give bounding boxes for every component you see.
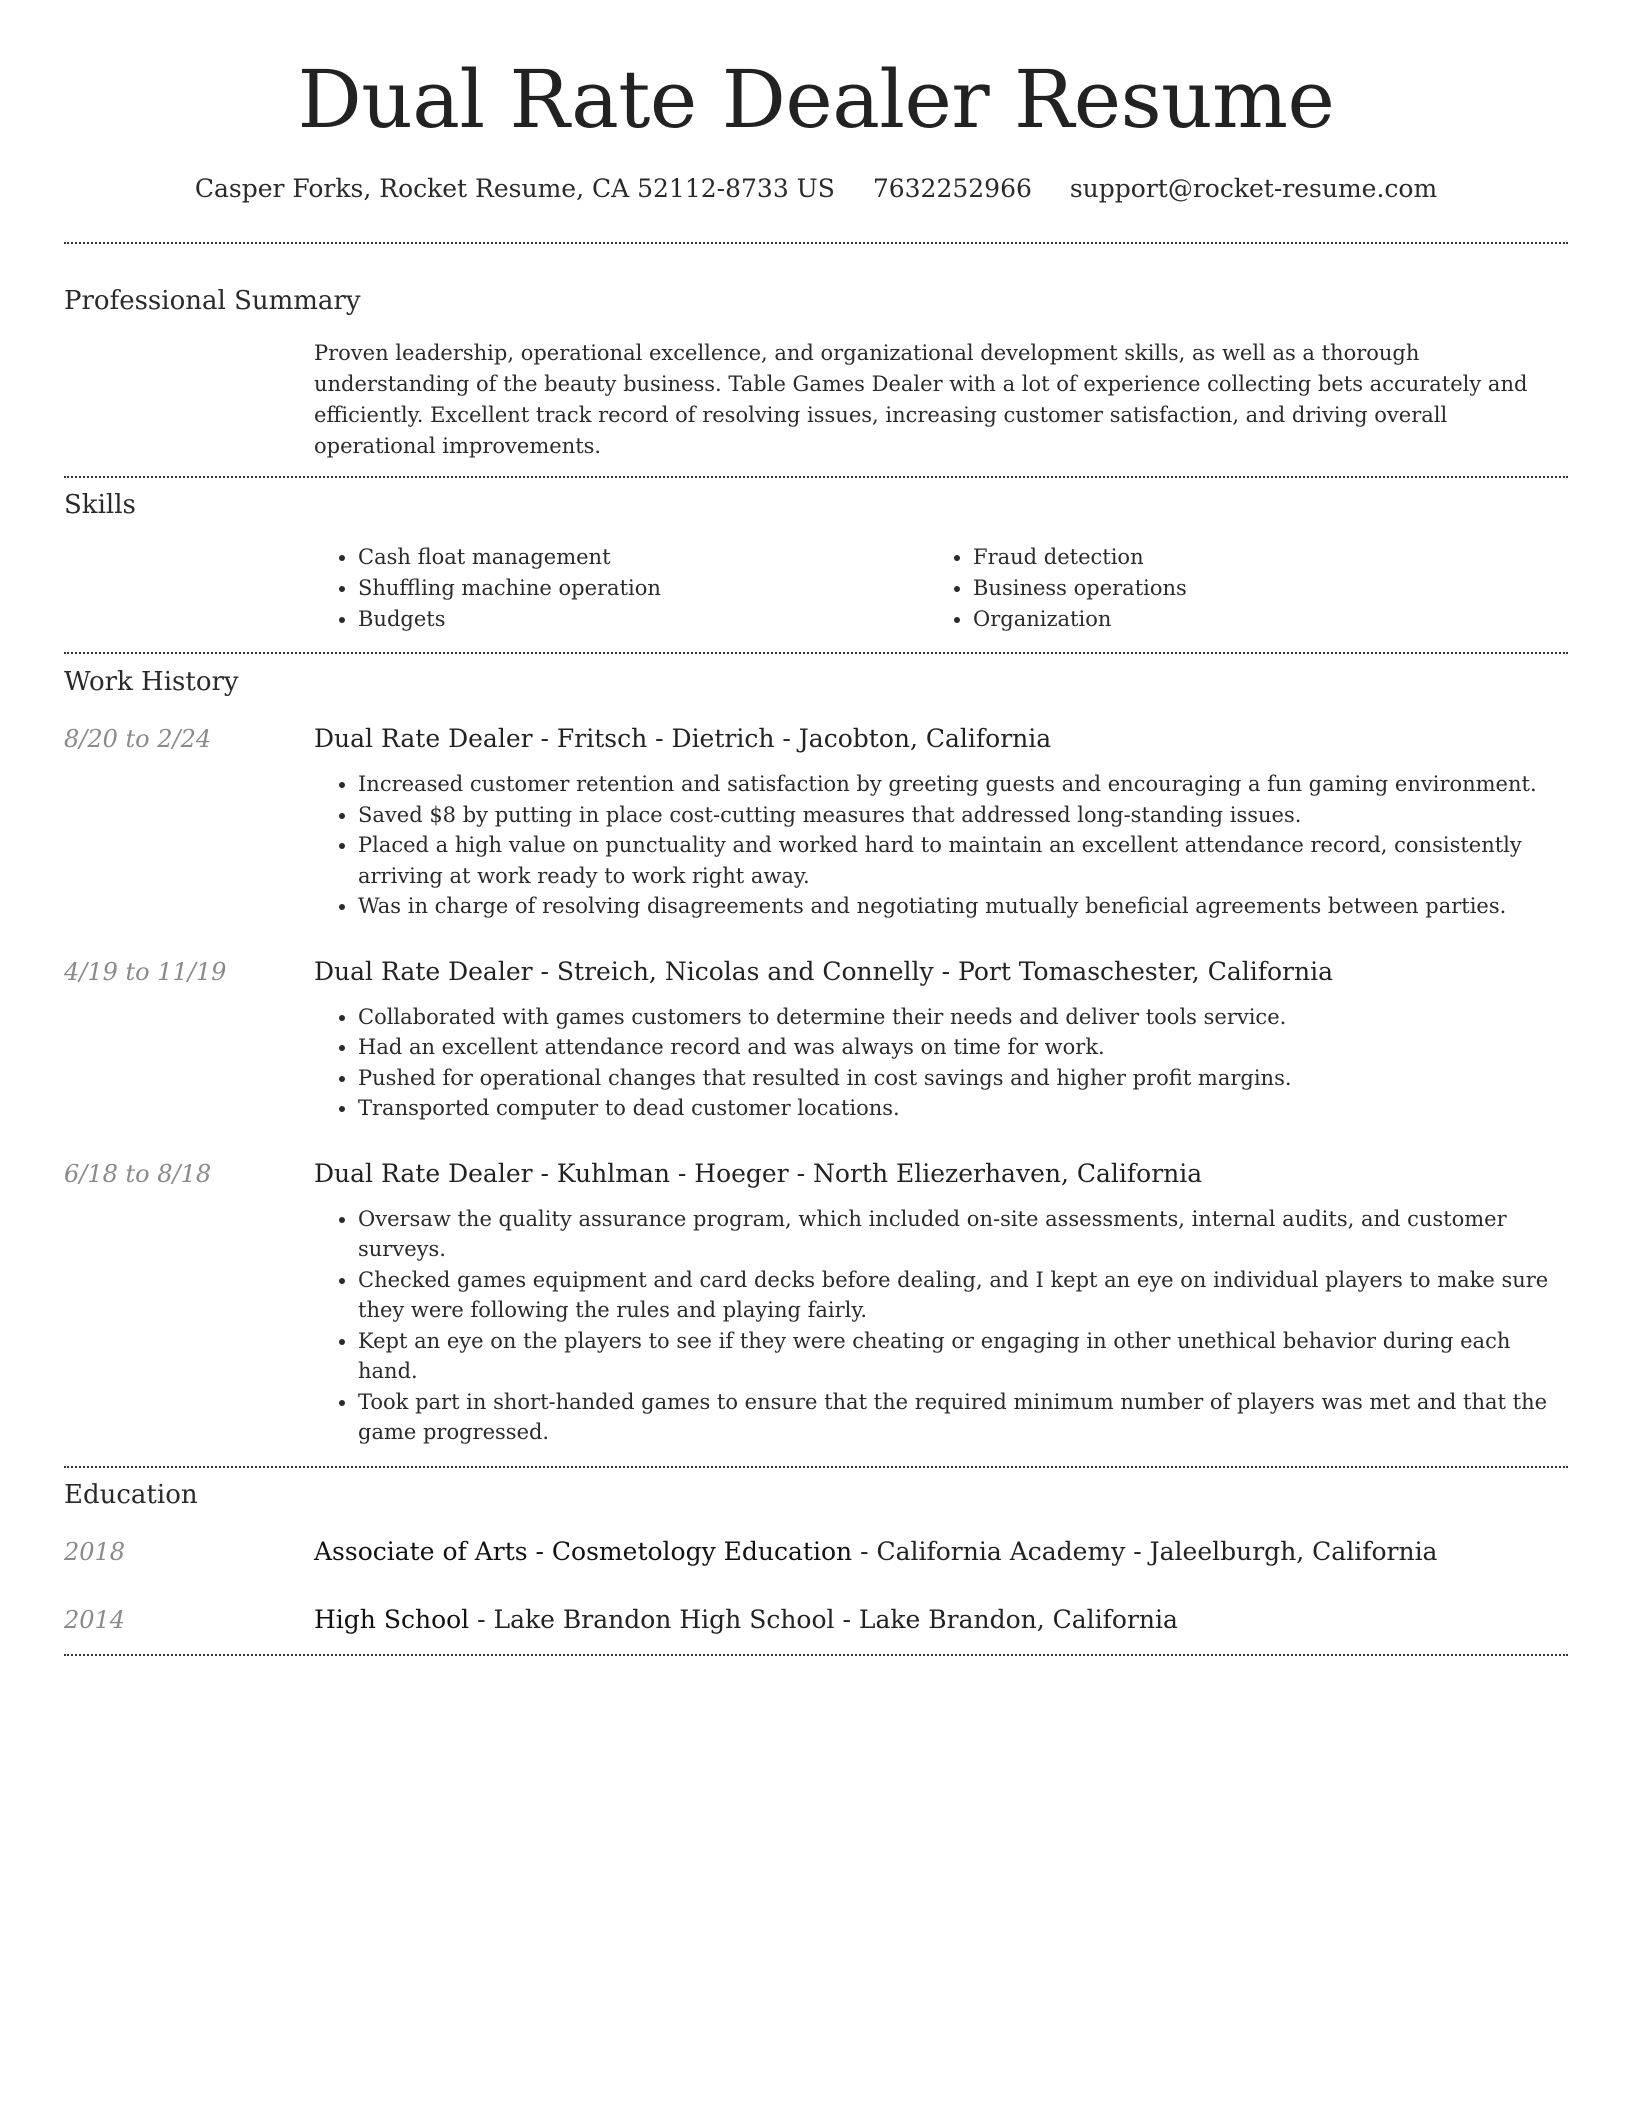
job-date: 4/19 to 11/19 — [64, 957, 227, 986]
skills-heading: Skills — [64, 490, 136, 520]
skill-item: • Shuffling machine operation — [358, 573, 928, 604]
job-bullet: • Placed a high value on punctuality and worked hard to maintain an excellent attendance record, consistently arriving at work ready to work right away. — [358, 830, 1568, 891]
job-bullet: • Kept an eye on the players to see if they were cheating or engaging in other unethical behavior during each hand. — [358, 1326, 1568, 1387]
work-history-section — [64, 654, 1568, 1448]
education-entry — [64, 1603, 1568, 1637]
education-year: 2018 — [64, 1537, 126, 1566]
job-bullet: • Transported computer to dead customer locations. — [358, 1093, 1568, 1124]
job-bullet: • Pushed for operational changes that resulted in cost savings and higher profit margins. — [358, 1063, 1568, 1094]
job-bullet: • Had an excellent attendance record and was always on time for work. — [358, 1032, 1568, 1063]
education-details — [314, 1603, 1568, 1637]
work-history-heading: Work History — [64, 667, 239, 697]
summary-heading: Professional Summary — [64, 286, 361, 316]
skills-section — [64, 478, 1568, 635]
skill-item: • Organization — [973, 604, 1543, 635]
job-title: Dual Rate Dealer - Kuhlman - Hoeger - North Eliezerhaven, California — [314, 1158, 1203, 1188]
skill-item: • Fraud detection — [973, 542, 1543, 573]
skills-list — [314, 542, 1568, 635]
divider — [64, 1654, 1568, 1656]
job-entry — [64, 955, 1568, 1124]
job-date: 6/18 to 8/18 — [64, 1159, 212, 1188]
education-degree: Associate of Arts - Cosmetology Education — [314, 1536, 853, 1566]
job-bullet: • Saved $8 by putting in place cost-cutting measures that addressed long-standing issues. — [358, 800, 1568, 831]
education-heading: Education — [64, 1479, 198, 1510]
job-entry — [64, 722, 1568, 922]
education-school: - Lake Brandon High School - Lake Brandon, California — [469, 1604, 1178, 1634]
contact-email: support@rocket-resume.com — [1069, 174, 1438, 203]
education-school: - California Academy - Jaleelburgh, California — [852, 1536, 1438, 1566]
job-bullets — [314, 769, 1568, 922]
education-year: 2014 — [64, 1605, 126, 1634]
skills-column-left — [314, 542, 928, 635]
job-title: Dual Rate Dealer - Streich, Nicolas and Connelly - Port Tomaschester, California — [314, 956, 1333, 986]
job-bullet: • Oversaw the quality assurance program, which included on-site assessments, internal audits, and customer surveys. — [358, 1204, 1568, 1265]
education-details — [314, 1535, 1568, 1569]
job-title: Dual Rate Dealer - Fritsch - Dietrich - Jacobton, California — [314, 724, 1052, 753]
job-date: 8/20 to 2/24 — [64, 725, 212, 753]
contact-phone: 7632252966 — [872, 174, 1032, 203]
job-bullet: • Took part in short-handed games to ensure that the required minimum number of players was met and that the game progressed. — [358, 1387, 1568, 1448]
contact-address: Casper Forks, Rocket Resume, CA 52112-8733 US — [194, 174, 835, 203]
skills-column-right — [928, 542, 1543, 635]
resume-title: Dual Rate Dealer Resume — [297, 53, 1335, 146]
skill-item: • Business operations — [973, 573, 1543, 604]
skill-item: • Budgets — [358, 604, 928, 635]
job-bullets — [314, 1204, 1568, 1448]
summary-text: Proven leadership, operational excellence, and organizational development skills, as well as a thorough understanding of the beauty business. Table Games Dealer with a lot of experience collecting bets accurately and efficiently. Excellent track record of resolving issues, increasing customer satisfaction, and driving overall operational improvements. — [314, 341, 1528, 458]
education-degree: High School — [314, 1604, 470, 1634]
job-entry — [64, 1157, 1568, 1448]
job-bullets — [314, 1002, 1568, 1124]
contact-line — [64, 172, 1568, 206]
education-section — [64, 1468, 1568, 1637]
job-bullet: • Collaborated with games customers to determine their needs and deliver tools service. — [358, 1002, 1568, 1033]
summary-section — [64, 244, 1568, 462]
job-bullet: • Increased customer retention and satisfaction by greeting guests and encouraging a fun gaming environment. — [358, 769, 1568, 800]
skill-item: • Cash float management — [358, 542, 928, 573]
resume-page — [64, 0, 1568, 1656]
education-entry — [64, 1535, 1568, 1569]
job-bullet: • Was in charge of resolving disagreements and negotiating mutually beneficial agreements between parties. — [358, 891, 1568, 922]
job-bullet: • Checked games equipment and card decks before dealing, and I kept an eye on individual players to make sure they were following the rules and playing fairly. — [358, 1265, 1568, 1326]
